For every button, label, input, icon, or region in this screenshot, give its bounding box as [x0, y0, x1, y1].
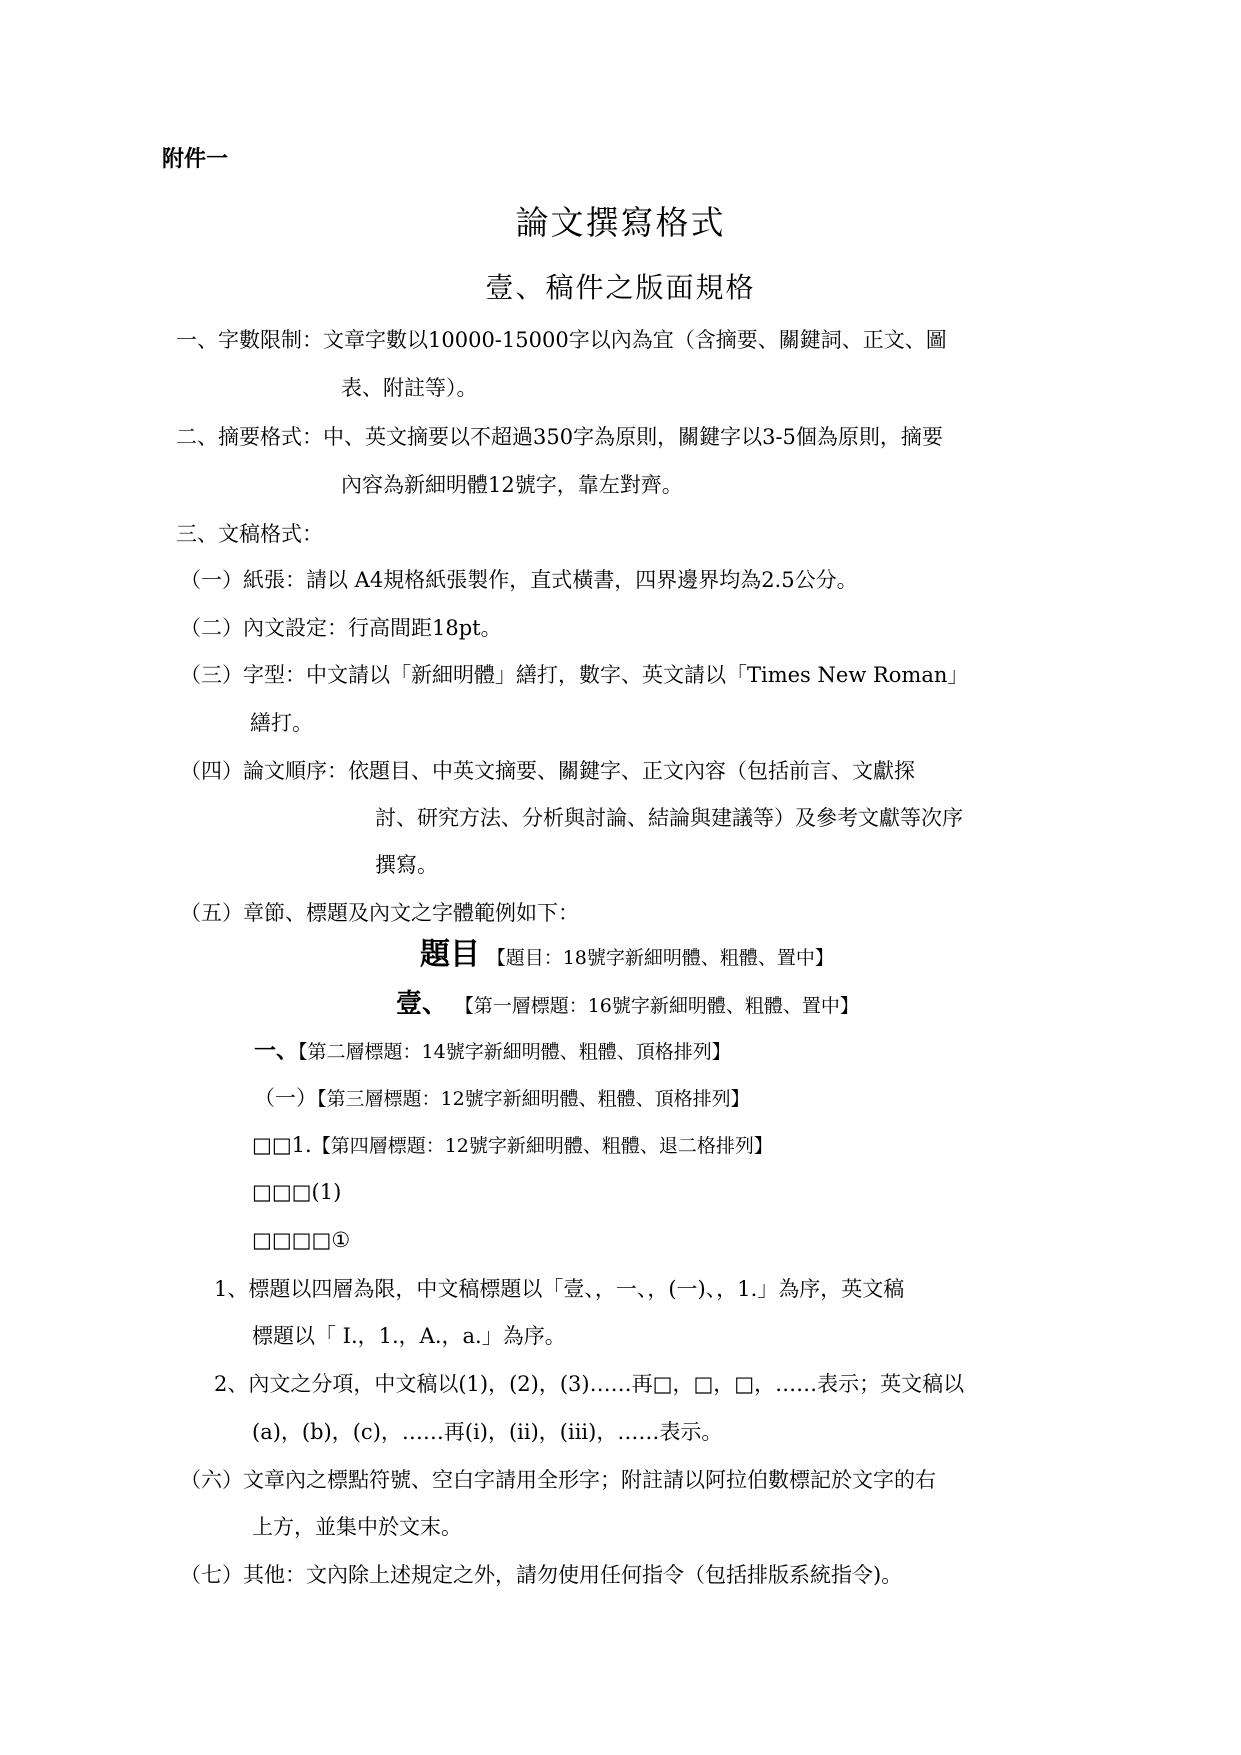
document-title: 論文撰寫格式 — [515, 203, 726, 242]
example-h1 — [396, 986, 859, 1024]
example-title-main: 題目 — [420, 937, 480, 972]
example-title-note: 【題目：18號字新細明體、粗體、置中】 — [486, 947, 834, 969]
rule-abstract-line2: 內容為新細明體12號字，靠左對齊。 — [341, 473, 683, 497]
item-font-line1: （三）字型：中文請以「新細明體」繕打，數字、英文請以「Times New Roman」 — [180, 663, 969, 687]
example-h2-main: 一、 — [254, 1038, 299, 1064]
rule-abstract-line1: 二、摘要格式：中、英文摘要以不超過350字為原則，關鍵字以3-5個為原則，摘要 — [176, 425, 943, 449]
note-headings-line2: 標題以「 I.，1.，A.，a.」為序。 — [252, 1324, 566, 1348]
item-order-line2: 討、研究方法、分析與討論、結論與建議等）及參考文獻等次序 — [375, 806, 963, 830]
example-h4-main: □□1. — [252, 1133, 312, 1157]
example-h2-note: 【第二層標題：14號字新細明體、粗體、頂格排列】 — [298, 1041, 731, 1063]
rule-format-heading: 三、文稿格式： — [176, 522, 323, 546]
item-font-line2: 繕打。 — [250, 711, 313, 735]
example-title — [420, 936, 834, 977]
example-h2 — [254, 1037, 731, 1066]
note-subitems-line1: 2、內文之分項，中文稿以(1)，(2)，(3)……再□，□，□，……表示；英文稿以 — [214, 1372, 965, 1396]
item-punctuation-line1: （六）文章內之標點符號、空白字請用全形字；附註請以阿拉伯數標記於文字的右 — [180, 1468, 936, 1492]
item-other: （七）其他：文內除上述規定之外，請勿使用任何指令（包括排版系統指令)。 — [180, 1563, 903, 1587]
example-h3-main: （一） — [254, 1086, 317, 1110]
example-h1-note: 【第一層標題：16號字新細明體、粗體、置中】 — [454, 995, 859, 1017]
example-h1-main: 壹、 — [396, 989, 449, 1019]
attachment-label: 附件一 — [162, 146, 229, 172]
rule-word-limit-line2: 表、附註等）。 — [341, 376, 478, 400]
example-h6: □□□□① — [252, 1228, 351, 1252]
item-paper: （一）紙張：請以 A4規格紙張製作，直式橫書，四界邊界均為2.5公分。 — [180, 568, 858, 592]
item-line-spacing: （二）內文設定：行高間距18pt。 — [180, 616, 502, 640]
example-h4 — [252, 1131, 773, 1160]
item-order-line1: （四）論文順序：依題目、中英文摘要、關鍵字、正文內容（包括前言、文獻探 — [180, 759, 915, 783]
item-order-line3: 撰寫。 — [375, 853, 438, 877]
example-h3-note: 【第三層標題：12號字新細明體、粗體、頂格排列】 — [317, 1088, 750, 1110]
note-headings-line1: 1、標題以四層為限，中文稿標題以「壹、，一、，(一)、，1.」為序，英文稿 — [214, 1277, 905, 1301]
section-title: 壹、稿件之版面規格 — [485, 271, 756, 304]
note-subitems-line2: (a)，(b)，(c)，……再(i)，(ii)，(iii)，……表示。 — [252, 1420, 723, 1444]
item-examples-intro: （五）章節、標題及內文之字體範例如下： — [180, 901, 579, 925]
item-punctuation-line2: 上方，並集中於文末。 — [252, 1515, 462, 1539]
example-h3 — [254, 1084, 750, 1113]
rule-word-limit-line1: 一、字數限制：文章字數以10000-15000字以內為宜（含摘要、關鍵詞、正文、圖 — [176, 328, 947, 352]
example-h5: □□□(1) — [252, 1180, 342, 1204]
example-h4-note: 【第四層標題：12號字新細明體、粗體、退二格排列】 — [311, 1135, 773, 1157]
